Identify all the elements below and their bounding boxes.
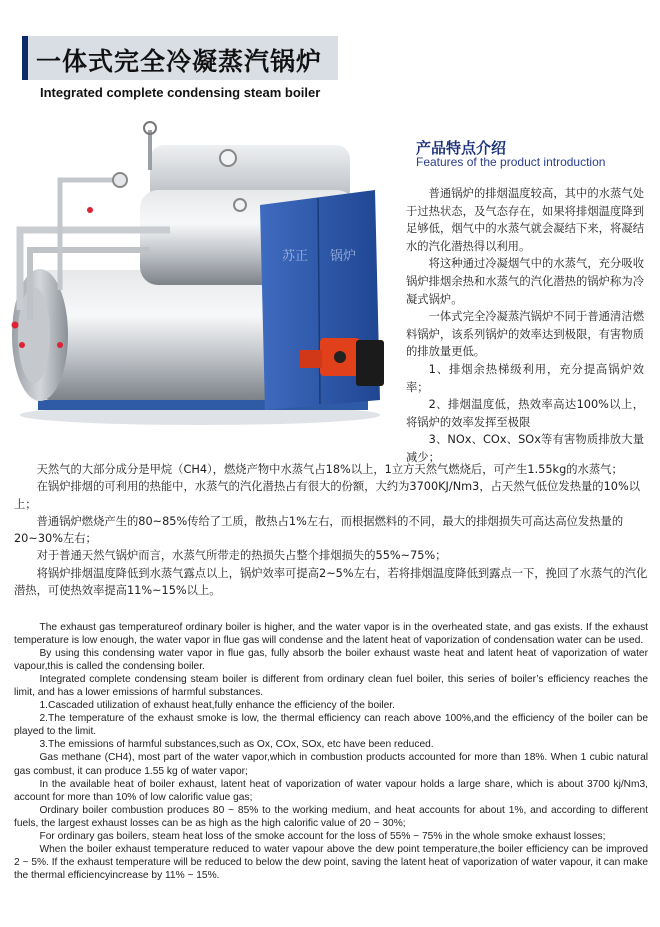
features-list-item: 3、NOx、COx、SOx等有害物质排放大量减少； <box>406 433 644 464</box>
features-heading-zh: 产品特点介绍 <box>416 139 507 157</box>
page-header <box>0 0 660 110</box>
body-paragraph-en: For ordinary gas boilers, steam heat loss of the smoke account for the loss of 55% ~ 75% in the whole smoke exhaust losses; <box>39 830 606 842</box>
page-title: 一体式完全冷凝蒸汽锅炉 <box>36 47 323 76</box>
body-paragraph-zh: 在锅炉排烟的可利用的热能中，水蒸气的汽化潜热占有很大的份额，大约为3700KJ/Nm3，占天然气低位发热量的10%以上； <box>14 480 641 511</box>
body-paragraph-en: In the available heat of boiler exhaust, latent heat of vaporization of water vapour holds a large share, which is about 3700 kj/Nm3, account for more than 10% of low calorific value gas; <box>14 778 648 803</box>
brand-label-2: 锅炉 <box>330 249 357 264</box>
body-paragraph-zh: 将锅炉排烟温度降低到水蒸气露点以上，锅炉效率可提高2~5%左右，若将排烟温度降低到露点一下，挽回了水蒸气的汽化潜热，可使热效率提高11%~15%以上。 <box>14 566 648 598</box>
page-subtitle: Integrated complete condensing steam boiler <box>40 85 321 100</box>
body-paragraph-zh: 普通锅炉燃烧产生的80~85%传给了工质，散热占1%左右，而根据燃料的不同，最大的排烟损失可高达高位发热量的20~30%左右； <box>14 514 624 546</box>
body-text-zh <box>14 461 648 599</box>
body-paragraph-en: Gas methane (CH4), most part of the water vapor,which in combustion products accounted for more than 18%. When 1 cubic natural gas combust, it can produce 1.55 kg of water vapor; <box>14 752 648 777</box>
body-paragraph-en: 3.The emissions of harmful substances,such as Ox, COx, SOx, etc have been reduced. <box>39 739 434 751</box>
body-paragraph-en: The exhaust gas temperatureof ordinary boiler is higher, and the water vapor is in the overheated state, and gas exists. If the exhaust temperature is low enough, the water vapor in flue gas will condense and the latent heat of vaporization of condensation water can be used. <box>14 622 648 647</box>
features-text <box>406 185 644 467</box>
features-paragraph: 普通锅炉的排烟温度较高，其中的水蒸气处于过热状态，及气态存在，如果将排烟温度降到足够低，烟气中的水蒸气就会凝结下来，将凝结水的汽化潜热得以利用。 <box>406 187 644 253</box>
boiler-image <box>0 110 410 440</box>
body-paragraph-en: Integrated complete condensing steam boiler is different from ordinary clean fuel boiler, this series of boiler’s efficiency reaches the limit, and has a lower emissions of harmful substances. <box>14 674 648 699</box>
features-list-item: 1、排烟余热梯级利用，充分提高锅炉效率； <box>406 362 644 394</box>
body-paragraph-en: 2.The temperature of the exhaust smoke is low, the thermal efficiency can reach above 100%,and the efficiency of the boiler can be played to the limit. <box>14 713 648 738</box>
features-heading-en: Features of the product introduction <box>416 155 606 169</box>
body-paragraph-en: 1.Cascaded utilization of exhaust heat,fully enhance the efficiency of the boiler. <box>39 700 395 712</box>
features-paragraph: 一体式完全冷凝蒸汽锅炉不同于普通清洁燃料锅炉，该系列锅炉的效率达到极限，有害物质的排放量更低。 <box>406 310 644 359</box>
body-paragraph-zh: 天然气的大部分成分是甲烷（CH4），燃烧产物中水蒸气占18%以上，1立方天然气燃烧后，可产生1.55kg的水蒸气； <box>36 463 623 476</box>
body-paragraph-en: Ordinary boiler combustion produces 80 ~ 85% to the working medium, and heat accounts for about 1%, and according to different fuels, the largest exhaust losses can be as high as the high calorific value of 20 ~ 30%; <box>14 804 648 829</box>
boiler-illustration <box>0 110 410 440</box>
body-text-en <box>14 621 648 882</box>
brand-label-1: 苏正 <box>282 249 309 264</box>
body-paragraph-en: When the boiler exhaust temperature reduced to water vapour above the dew point temperature,the boiler efficiency can be improved 2 ~ 5%. If the exhaust temperature will be reduced to below the dew point, saving the latent heat of vaporization of water vapour, it can make the thermal efficiencyincrease by 11% ~ 15%. <box>14 843 648 881</box>
features-paragraph: 将这种通过冷凝烟气中的水蒸气，充分吸收锅炉排烟余热和水蒸气的汽化潜热的锅炉称为冷凝式锅炉。 <box>406 257 644 306</box>
features-list-item: 2、排烟温度低，热效率高达100%以上，将锅炉的效率发挥至极限 <box>406 398 644 429</box>
body-paragraph-zh: 对于普通天然气锅炉而言，水蒸气所带走的热损失占整个排烟损失的55%~75%； <box>36 549 447 563</box>
body-paragraph-en: By using this condensing water vapor in flue gas, fully absorb the boiler exhaust waste heat and latent heat of vaporization of water vapour,this is called the condensing boiler. <box>14 648 648 673</box>
